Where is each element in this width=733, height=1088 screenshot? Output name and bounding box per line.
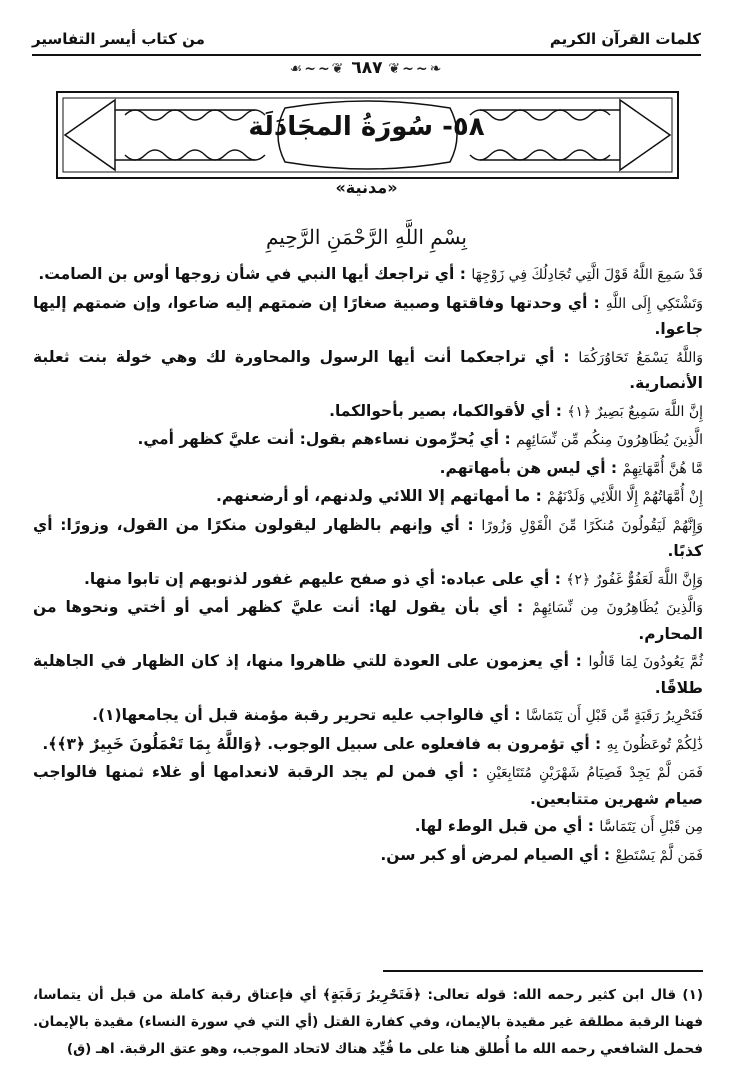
explanation: : أي وحدتها وفاقتها وصبية صغارًا إن ضمتهم إليه ضاعوا، وإن ضمتهم إليها جاعوا. <box>33 293 703 338</box>
page-number-row <box>0 58 733 78</box>
entry <box>33 262 703 289</box>
entry <box>33 567 703 594</box>
entry <box>33 649 703 701</box>
entry <box>33 399 703 426</box>
quran-phrase: ذَٰلِكُمْ تُوعَظُونَ بِهِ <box>606 736 703 753</box>
page-number: ٦٨٧ <box>351 58 383 78</box>
basmala: بِسْمِ اللَّهِ الرَّحْمَنِ الرَّحِيمِ <box>265 225 467 249</box>
entry <box>33 291 703 343</box>
quran-phrase: إِنَّ اللَّهَ سَمِيعٌ بَصِيرٌ ﴿١﴾ <box>567 403 703 420</box>
explanation: : أي فمن لم يجد الرقبة لانعدامها أو غلاء ثمنها فالواجب صيام شهرين متتابعين. <box>33 763 703 808</box>
explanation: : أي الصيام لمرض أو كبر سن. <box>380 845 611 864</box>
entry <box>33 427 703 454</box>
quran-phrase: مَّا هُنَّ أُمَّهَاتِهِمْ <box>622 460 703 477</box>
quran-phrase: وَتَشْتَكِي إِلَى اللَّهِ <box>605 295 703 312</box>
explanation: : أي تؤمرون به فافعلوه على سبيل الوجوب. ﴿وَاللَّهُ بِمَا تَعْمَلُونَ خَبِيرٌ ﴿٣﴾﴾. <box>42 734 602 753</box>
surah-type: «مدنية» <box>335 178 398 197</box>
explanation: : أي يعزمون على العودة للتي ظاهروا منها، إذ كان الظهار في الجاهلية طلاقًا. <box>33 652 703 697</box>
explanation: : أي فالواجب عليه تحرير رقبة مؤمنة قبل أن يجامعها(١). <box>92 706 521 724</box>
explanation: : أي ليس هن بأمهاتهم. <box>439 458 618 477</box>
explanation: : أي من قبل الوطء لها. <box>414 817 594 835</box>
ornament-icon: ❧~~❦ <box>388 61 444 77</box>
quran-phrase: مِن قَبْلِ أَن يَتَمَاسَّا <box>599 819 703 835</box>
ornament-icon: ❦~~☙ <box>289 61 346 77</box>
entry <box>33 703 703 730</box>
entry <box>33 760 703 812</box>
quran-phrase: وَإِنَّهُمْ لَيَقُولُونَ مُنكَرًا مِّنَ الْقَوْلِ وَزُورًا <box>481 517 703 534</box>
quran-phrase: وَإِنَّ اللَّهَ لَعَفُوٌّ غَفُورٌ ﴿٢﴾ <box>566 571 703 588</box>
glossary-body <box>33 262 703 871</box>
quran-phrase: وَالَّذِينَ يُظَاهِرُونَ مِن نِّسَائِهِمْ <box>532 600 703 616</box>
explanation: : ما أمهاتهم إلا اللائي ولدنهم، أو أرضعنهم. <box>216 487 542 505</box>
entry <box>33 456 703 483</box>
header-rule <box>32 54 701 56</box>
entry <box>33 513 703 565</box>
footnote: (١) قال ابن كثير رحمه الله: قوله تعالى: ﴿فَتَحْرِيرُ رَقَبَةٍ﴾ أي فإعتاق رقبة كاملة من قبل أن يتماسا، فهنا الرقبة مطلقة غير مقيدة بالإيمان، وفي كفارة القتل (أي التي في سورة النساء) مقيدة بالإيمان. فحمل الشافعي رحمه الله ما أُطلق هنا على ما قُيِّد هناك لاتحاد الموجب، وهو عتق الرقبة. اهـ (ق) <box>33 987 703 1057</box>
explanation: : أي بأن يقول لها: أنت عليَّ كظهر أمي أو أختي ونحوها من المحارم. <box>33 598 703 643</box>
quran-phrase: فَمَن لَّمْ يَسْتَطِعْ <box>615 847 703 864</box>
entry <box>33 814 703 841</box>
book-title: كلمات القرآن الكريم <box>549 30 701 48</box>
entry <box>33 484 703 511</box>
running-header <box>32 30 701 52</box>
explanation: : أي تراجعكما أنت أيها الرسول والمحاورة لك وهي خولة بنت ثعلبة الأنصارية. <box>33 347 703 392</box>
entry <box>33 732 703 759</box>
quran-phrase: وَاللَّهُ يَسْمَعُ تَحَاوُرَكُمَا <box>578 349 703 366</box>
surah-title: ٥٨- سُورَةُ المجَادَلَة <box>248 112 485 142</box>
quran-phrase: فَمَن لَّمْ يَجِدْ فَصِيَامُ شَهْرَيْنِ مُتَتَابِعَيْنِ <box>486 765 703 781</box>
explanation: : أي لأقوالكما، بصير بأحوالكما. <box>329 401 562 420</box>
quran-phrase: ثُمَّ يَعُودُونَ لِمَا قَالُوا <box>588 654 703 670</box>
quran-phrase: فَتَحْرِيرُ رَقَبَةٍ مِّن قَبْلِ أَن يَتَمَاسَّا <box>525 708 703 724</box>
quran-phrase: إِنْ أُمَّهَاتُهُمْ إِلَّا اللَّائِي وَلَدْنَهُمْ <box>547 489 703 505</box>
explanation: : أي على عباده: أي ذو صفح عليهم غفور لذنوبهم إن تابوا منها. <box>83 569 561 588</box>
entry <box>33 843 703 870</box>
explanation: : أي تراجعك أيها النبي في شأن زوجها أوس بن الصامت. <box>38 265 466 283</box>
explanation: : أي يُحرِّمون نساءهم بقول: أنت عليَّ كظهر أمي. <box>137 430 511 448</box>
source-title: من كتاب أيسر التفاسير <box>32 30 205 48</box>
entry <box>33 595 703 647</box>
footnote-rule <box>383 970 703 972</box>
quran-phrase: الَّذِينَ يُظَاهِرُونَ مِنكُم مِّن نِّسَائِهِم <box>516 432 703 448</box>
quran-phrase: قَدْ سَمِعَ اللَّهُ قَوْلَ الَّتِي تُجَادِلُكَ فِي زَوْجِهَا <box>471 267 703 283</box>
entry <box>33 345 703 397</box>
explanation: : أي وإنهم بالظهار ليقولون منكرًا من القول، وزورًا: أي كذبًا. <box>33 515 703 560</box>
